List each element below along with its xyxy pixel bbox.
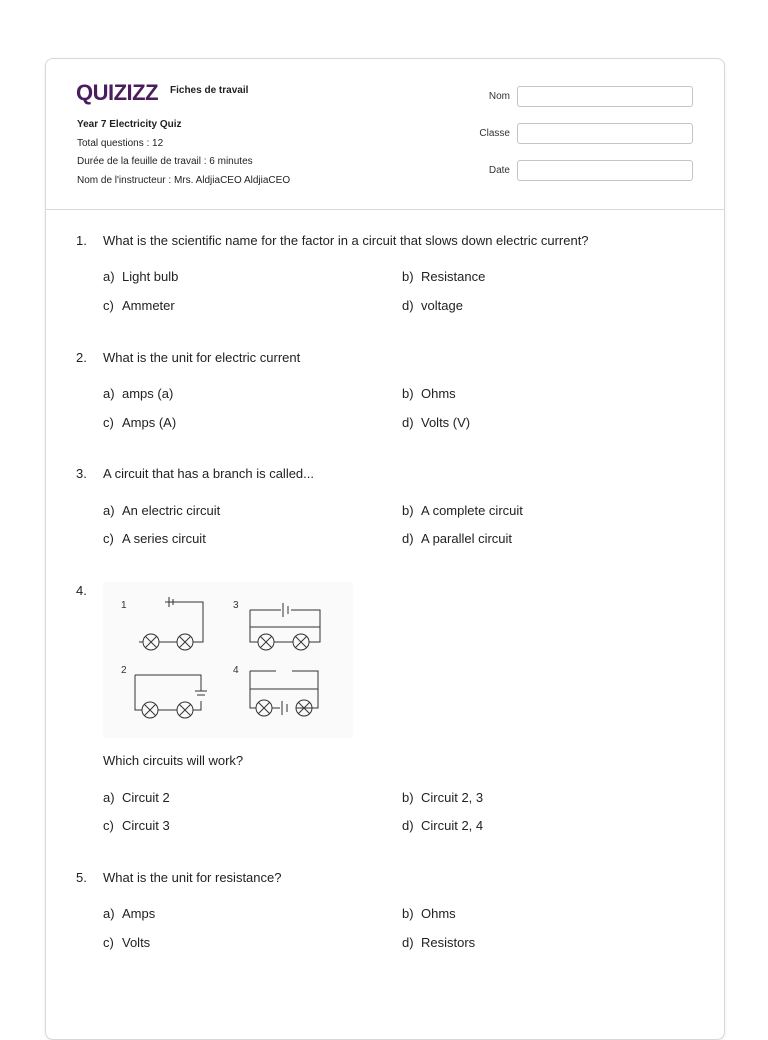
option-5b[interactable] [402,906,456,921]
option-1b[interactable] [402,269,485,284]
option-text: amps (a) [122,386,174,401]
option-3a[interactable] [103,503,220,518]
worksheet [45,58,725,1040]
option-text: Ammeter [122,298,175,313]
quizizz-logo [76,79,164,105]
worksheet-type-label: Fiches de travail [170,84,249,96]
name-input[interactable] [517,86,693,107]
date-field-row [466,160,693,181]
option-letter: c) [103,935,114,950]
option-1a[interactable] [103,269,178,284]
option-2c[interactable] [103,415,176,430]
option-text: Circuit 3 [122,818,170,833]
date-input[interactable] [517,160,693,181]
question-number: 3. [76,466,87,481]
class-field-row [466,123,693,144]
option-text: Resistors [421,935,476,950]
option-text: Circuit 2, 3 [421,790,484,805]
option-letter: b) [402,906,414,921]
question-number: 4. [76,583,87,598]
option-2d[interactable] [402,415,470,430]
option-text: Amps [122,906,156,921]
option-letter: c) [103,298,114,313]
circuit-label-3: 3 [233,600,239,611]
duration: Durée de la feuille de travail : 6 minutes [77,156,253,167]
option-text: Volts (V) [421,415,471,430]
name-field-row [466,86,693,107]
circuit-label-1: 1 [121,600,127,611]
option-letter: d) [402,415,414,430]
question-number: 1. [76,233,87,248]
option-1d[interactable] [402,298,463,313]
option-3d[interactable] [402,531,512,546]
option-text: Resistance [421,269,486,284]
option-4b[interactable] [402,790,483,805]
class-label: Classe [479,128,510,139]
total-questions: Total questions : 12 [77,137,164,149]
option-letter: c) [103,818,114,833]
option-letter: a) [103,790,115,805]
option-5d[interactable] [402,935,475,950]
option-text: An electric circuit [122,503,221,518]
quiz-title: Year 7 Electricity Quiz [77,119,182,130]
option-text: voltage [421,298,463,313]
option-letter: b) [402,386,414,401]
option-4a[interactable] [103,790,170,805]
option-letter: c) [103,415,114,430]
class-input[interactable] [517,123,693,144]
option-letter: d) [402,531,414,546]
option-3c[interactable] [103,531,206,546]
question-text: A circuit that has a branch is called... [103,466,314,481]
option-text: Amps (A) [122,415,177,430]
option-letter: a) [103,906,115,921]
date-label: Date [488,165,510,176]
worksheet-header [46,59,724,210]
option-letter: a) [103,503,115,518]
option-3b[interactable] [402,503,523,518]
option-letter: d) [402,818,414,833]
option-4d[interactable] [402,818,483,833]
option-text: Circuit 2 [122,790,170,805]
svg-text:QUIZIZZ: QUIZIZZ [76,80,159,105]
option-letter: d) [402,298,414,313]
option-2a[interactable] [103,386,173,401]
option-text: Circuit 2, 4 [421,818,484,833]
option-1c[interactable] [103,298,175,313]
question-number: 2. [76,350,87,365]
question-text: What is the scientific name for the factor in a circuit that slows down electric current? [103,233,589,248]
instructor: Nom de l'instructeur : Mrs. AldjiaCEO AldjiaCEO [77,174,291,186]
circuit-label-4: 4 [233,665,239,676]
option-5a[interactable] [103,906,155,921]
option-text: A complete circuit [421,503,523,518]
circuit-diagram-image [103,582,353,738]
question-text: Which circuits will work? [103,753,244,768]
option-text: Ohms [421,906,456,921]
option-letter: b) [402,269,414,284]
option-letter: a) [103,269,115,284]
option-letter: b) [402,790,414,805]
circuit-label-2: 2 [121,665,127,676]
brand-row [76,79,248,105]
option-4c[interactable] [103,818,170,833]
option-letter: c) [103,531,114,546]
option-text: Ohms [421,386,456,401]
quiz-meta [77,116,290,190]
option-letter: d) [402,935,414,950]
option-letter: a) [103,386,115,401]
option-text: Volts [122,935,151,950]
option-2b[interactable] [402,386,456,401]
question-text: What is the unit for electric current [103,350,301,365]
option-text: Light bulb [122,269,179,284]
question-text: What is the unit for resistance? [103,870,282,885]
option-letter: b) [402,503,414,518]
option-text: A parallel circuit [421,531,513,546]
option-5c[interactable] [103,935,150,950]
option-text: A series circuit [122,531,206,546]
name-label: Nom [488,91,510,102]
question-number: 5. [76,870,87,885]
